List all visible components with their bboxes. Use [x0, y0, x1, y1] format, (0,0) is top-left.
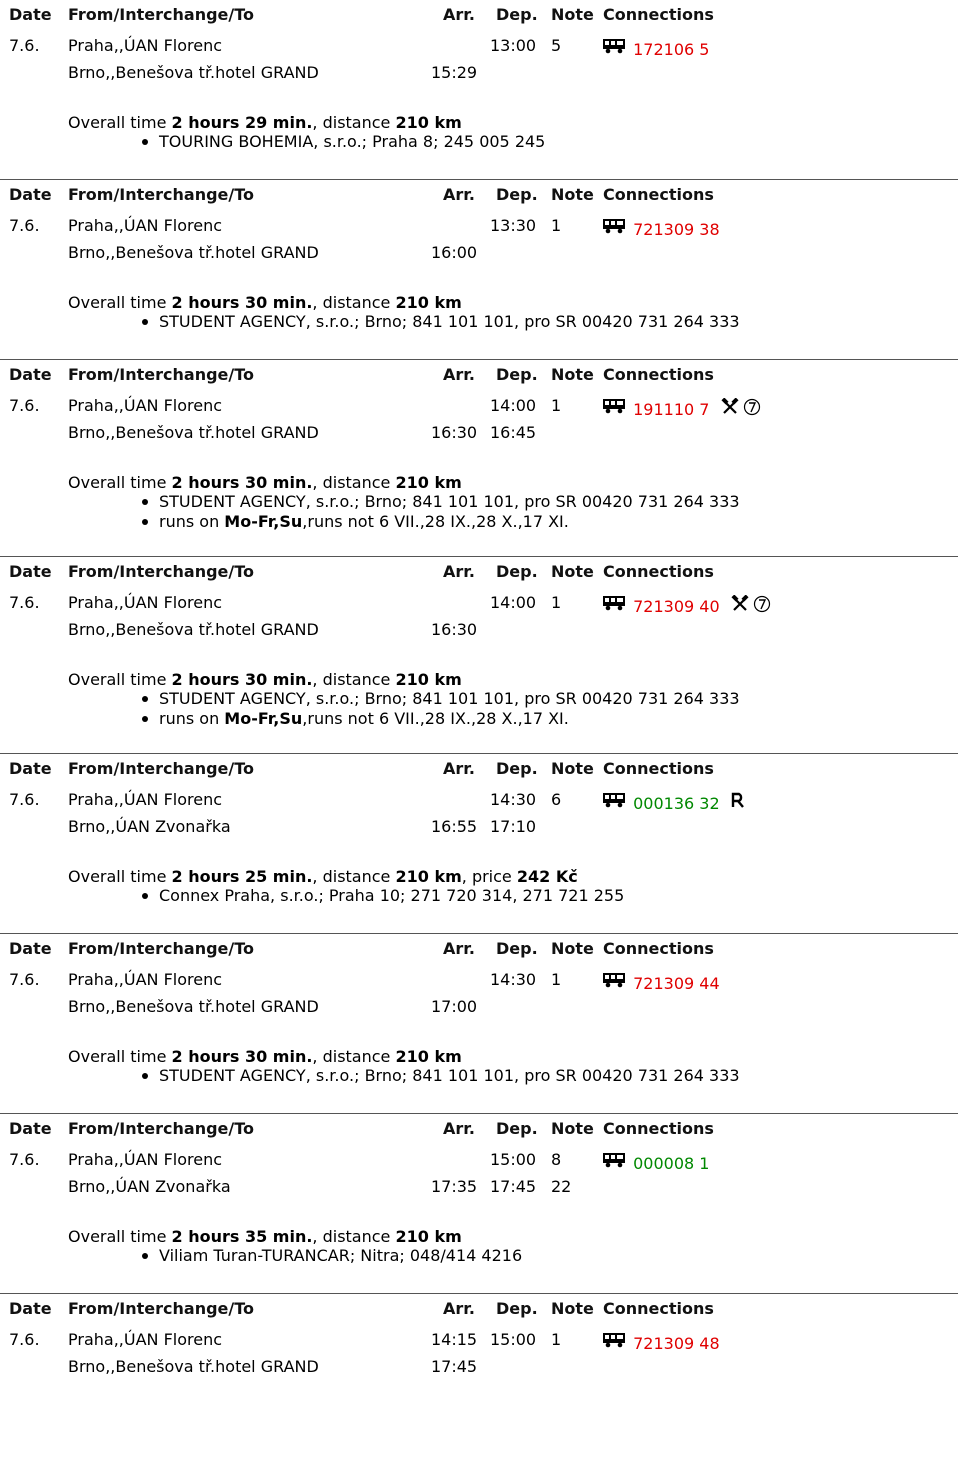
- from-arrival: 14:15: [431, 1330, 478, 1349]
- header-dep: Dep.: [496, 365, 538, 384]
- from-stop[interactable]: Praha,,ÚAN Florenc: [68, 790, 223, 809]
- overall-time: 2 hours 30 min.: [171, 1047, 313, 1066]
- header-dep: Dep.: [496, 939, 538, 958]
- runs-not-dates: ,runs not 6 VII.,28 IX.,28 X.,17 XI.: [302, 512, 569, 531]
- bus-icon: [603, 1332, 625, 1348]
- overall-summary: [68, 473, 462, 492]
- operator-info: TOURING BOHEMIA, s.r.o.; Praha 8; 245 005 245: [159, 132, 546, 151]
- distance-value: 210 km: [395, 473, 462, 492]
- connection-cell: [603, 594, 775, 616]
- from-departure: 13:30: [490, 216, 537, 235]
- to-stop[interactable]: Brno,,Benešova tř.hotel GRAND: [68, 423, 319, 442]
- distance-label: , distance: [312, 293, 396, 312]
- overall-time: 2 hours 25 min.: [171, 867, 313, 886]
- bus-icon: [603, 792, 625, 808]
- distance-label: , distance: [312, 113, 396, 132]
- distance-value: 210 km: [395, 867, 462, 886]
- from-note: 1: [551, 970, 562, 989]
- bus-icon: [603, 398, 625, 414]
- runs-on-days: Mo-Fr: [224, 709, 274, 728]
- runs-on-sunday: ,Su: [273, 709, 303, 728]
- runs-not-dates: ,runs not 6 VII.,28 IX.,28 X.,17 XI.: [302, 709, 569, 728]
- header-note: Note: [551, 939, 594, 958]
- from-note: 1: [551, 593, 562, 612]
- operator-info: STUDENT AGENCY, s.r.o.; Brno; 841 101 101, pro SR 00420 731 264 333: [159, 312, 740, 331]
- operator-info: Connex Praha, s.r.o.; Praha 10; 271 720 314, 271 721 255: [159, 886, 625, 905]
- line-number-link[interactable]: 721309 44: [633, 974, 720, 993]
- circled-seven-icon: [743, 398, 761, 417]
- bus-icon: [603, 218, 625, 234]
- header-dep: Dep.: [496, 1299, 538, 1318]
- from-stop[interactable]: Praha,,ÚAN Florenc: [68, 1330, 223, 1349]
- runs-on-label: runs on: [159, 709, 225, 728]
- header-connections: Connections: [603, 1119, 714, 1138]
- distance-value: 210 km: [395, 1227, 462, 1246]
- distance-value: 210 km: [395, 113, 462, 132]
- to-stop[interactable]: Brno,,ÚAN Zvonařka: [68, 817, 231, 836]
- header-note: Note: [551, 5, 594, 24]
- header-connections: Connections: [603, 759, 714, 778]
- hammers-icon: [731, 595, 749, 614]
- to-stop[interactable]: Brno,,ÚAN Zvonařka: [68, 1177, 231, 1196]
- table-header: [0, 180, 960, 210]
- header-dep: Dep.: [496, 5, 538, 24]
- overall-time: 2 hours 30 min.: [171, 670, 313, 689]
- connection-cell: [603, 1151, 721, 1173]
- table-header: [0, 754, 960, 784]
- connection-block: [0, 934, 960, 1114]
- header-date: Date: [9, 365, 52, 384]
- distance-label: , distance: [312, 1227, 396, 1246]
- from-stop[interactable]: Praha,,ÚAN Florenc: [68, 36, 223, 55]
- runs-on-sunday: ,Su: [273, 512, 303, 531]
- header-note: Note: [551, 759, 594, 778]
- distance-label: , distance: [312, 473, 396, 492]
- from-stop[interactable]: Praha,,ÚAN Florenc: [68, 396, 223, 415]
- overall-label: Overall time: [68, 670, 172, 689]
- to-departure: 16:45: [490, 423, 537, 442]
- overall-time: 2 hours 30 min.: [171, 293, 313, 312]
- operator-info: STUDENT AGENCY, s.r.o.; Brno; 841 101 101, pro SR 00420 731 264 333: [159, 1066, 740, 1085]
- overall-time: 2 hours 30 min.: [171, 473, 313, 492]
- header-date: Date: [9, 185, 52, 204]
- connection-block: [0, 0, 960, 180]
- line-number-link[interactable]: 172106 5: [633, 40, 710, 59]
- info-list: [159, 313, 740, 333]
- line-number-link[interactable]: 721309 38: [633, 220, 720, 239]
- connection-cell: [603, 791, 749, 813]
- from-departure: 14:00: [490, 396, 537, 415]
- from-note: 1: [551, 1330, 562, 1349]
- header-connections: Connections: [603, 365, 714, 384]
- overall-summary: [68, 867, 578, 886]
- to-arrival: 17:45: [431, 1357, 478, 1376]
- distance-value: 210 km: [395, 1047, 462, 1066]
- circled-seven-icon: [753, 595, 771, 614]
- overall-time: 2 hours 29 min.: [171, 113, 313, 132]
- to-arrival: 17:35: [431, 1177, 478, 1196]
- bus-icon: [603, 38, 625, 54]
- header-connections: Connections: [603, 939, 714, 958]
- overall-label: Overall time: [68, 1227, 172, 1246]
- to-stop[interactable]: Brno,,Benešova tř.hotel GRAND: [68, 63, 319, 82]
- to-stop[interactable]: Brno,,Benešova tř.hotel GRAND: [68, 1357, 319, 1376]
- from-departure: 15:00: [490, 1150, 537, 1169]
- trip-date: 7.6.: [9, 970, 40, 989]
- to-arrival: 16:30: [431, 423, 478, 442]
- connection-block: [0, 557, 960, 737]
- header-arr: Arr.: [443, 562, 475, 581]
- distance-value: 210 km: [395, 670, 462, 689]
- header-note: Note: [551, 365, 594, 384]
- from-stop[interactable]: Praha,,ÚAN Florenc: [68, 593, 223, 612]
- to-departure: 17:10: [490, 817, 537, 836]
- info-list: [159, 690, 740, 727]
- distance-label: , distance: [312, 670, 396, 689]
- header-date: Date: [9, 5, 52, 24]
- distance-label: , distance: [312, 1047, 396, 1066]
- from-note: 5: [551, 36, 562, 55]
- header-connections: Connections: [603, 5, 714, 24]
- line-number-link[interactable]: 721309 48: [633, 1334, 720, 1353]
- runs-on-label: runs on: [159, 512, 225, 531]
- connection-block: [0, 1114, 960, 1294]
- connection-block: [0, 360, 960, 540]
- to-arrival: 17:00: [431, 997, 478, 1016]
- connection-cell: [603, 397, 765, 419]
- line-number-link[interactable]: 721309 40: [633, 597, 720, 616]
- header-date: Date: [9, 759, 52, 778]
- runs-on-days: Mo-Fr: [224, 512, 274, 531]
- from-stop[interactable]: Praha,,ÚAN Florenc: [68, 970, 223, 989]
- table-header: [0, 360, 960, 390]
- from-departure: 14:30: [490, 970, 537, 989]
- header-connections: Connections: [603, 1299, 714, 1318]
- header-note: Note: [551, 185, 594, 204]
- header-dep: Dep.: [496, 1119, 538, 1138]
- header-date: Date: [9, 1119, 52, 1138]
- distance-label: , distance: [312, 867, 396, 886]
- price-part: [462, 867, 578, 886]
- overall-label: Overall time: [68, 867, 172, 886]
- bus-icon: [603, 972, 625, 988]
- overall-label: Overall time: [68, 473, 172, 492]
- header-dep: Dep.: [496, 562, 538, 581]
- header-from: From/Interchange/To: [68, 365, 255, 384]
- from-note: 6: [551, 790, 562, 809]
- header-from: From/Interchange/To: [68, 1299, 255, 1318]
- from-note: 1: [551, 216, 562, 235]
- connection-block: [0, 754, 960, 934]
- from-departure: 15:00: [490, 1330, 537, 1349]
- overall-label: Overall time: [68, 1047, 172, 1066]
- from-stop[interactable]: Praha,,ÚAN Florenc: [68, 1150, 223, 1169]
- header-arr: Arr.: [443, 365, 475, 384]
- to-note: 22: [551, 1177, 572, 1196]
- runs-on-info: [159, 710, 740, 727]
- header-arr: Arr.: [443, 1299, 475, 1318]
- note-icons: [731, 792, 749, 811]
- price-value: 242 Kč: [516, 867, 578, 886]
- overall-summary: [68, 670, 462, 689]
- operator-info: STUDENT AGENCY, s.r.o.; Brno; 841 101 101, pro SR 00420 731 264 333: [159, 689, 740, 708]
- header-from: From/Interchange/To: [68, 1119, 255, 1138]
- trip-date: 7.6.: [9, 1330, 40, 1349]
- header-date: Date: [9, 562, 52, 581]
- header-date: Date: [9, 939, 52, 958]
- info-list: [159, 1247, 522, 1267]
- to-stop[interactable]: Brno,,Benešova tř.hotel GRAND: [68, 620, 319, 639]
- header-from: From/Interchange/To: [68, 5, 255, 24]
- header-connections: Connections: [603, 185, 714, 204]
- bus-icon: [603, 1152, 625, 1168]
- header-connections: Connections: [603, 562, 714, 581]
- header-date: Date: [9, 1299, 52, 1318]
- overall-label: Overall time: [68, 113, 172, 132]
- runs-on-info: [159, 513, 740, 530]
- table-header: [0, 1114, 960, 1144]
- connection-cell: [603, 37, 721, 59]
- to-arrival: 16:55: [431, 817, 478, 836]
- connection-cell: [603, 971, 731, 993]
- trip-date: 7.6.: [9, 396, 40, 415]
- header-dep: Dep.: [496, 185, 538, 204]
- overall-summary: [68, 1047, 462, 1066]
- trip-date: 7.6.: [9, 216, 40, 235]
- hammers-icon: [721, 398, 739, 417]
- header-from: From/Interchange/To: [68, 939, 255, 958]
- reservation-r-icon: [731, 792, 745, 811]
- overall-summary: [68, 113, 462, 132]
- trip-date: 7.6.: [9, 593, 40, 612]
- info-list: [159, 133, 545, 153]
- overall-summary: [68, 293, 462, 312]
- to-departure: 17:45: [490, 1177, 537, 1196]
- header-arr: Arr.: [443, 185, 475, 204]
- to-stop[interactable]: Brno,,Benešova tř.hotel GRAND: [68, 997, 319, 1016]
- note-icons: [731, 595, 775, 614]
- from-departure: 14:00: [490, 593, 537, 612]
- distance-value: 210 km: [395, 293, 462, 312]
- trip-date: 7.6.: [9, 790, 40, 809]
- operator-info: STUDENT AGENCY, s.r.o.; Brno; 841 101 101, pro SR 00420 731 264 333: [159, 492, 740, 511]
- header-from: From/Interchange/To: [68, 562, 255, 581]
- line-number-link[interactable]: 000136 32: [633, 794, 720, 813]
- table-header: [0, 0, 960, 30]
- info-list: [159, 887, 624, 907]
- price-label: , price: [461, 867, 517, 886]
- connection-block: [0, 1294, 960, 1474]
- operator-info: Viliam Turan-TURANCAR; Nitra; 048/414 4216: [159, 1246, 523, 1265]
- note-icons: [721, 398, 765, 417]
- from-stop[interactable]: Praha,,ÚAN Florenc: [68, 216, 223, 235]
- trip-date: 7.6.: [9, 36, 40, 55]
- header-arr: Arr.: [443, 759, 475, 778]
- bus-icon: [603, 595, 625, 611]
- info-list: [159, 1067, 740, 1087]
- header-note: Note: [551, 562, 594, 581]
- table-header: [0, 934, 960, 964]
- header-from: From/Interchange/To: [68, 759, 255, 778]
- to-arrival: 16:00: [431, 243, 478, 262]
- from-departure: 13:00: [490, 36, 537, 55]
- from-note: 1: [551, 396, 562, 415]
- from-departure: 14:30: [490, 790, 537, 809]
- connection-cell: [603, 1331, 731, 1353]
- to-arrival: 15:29: [431, 63, 478, 82]
- header-dep: Dep.: [496, 759, 538, 778]
- overall-time: 2 hours 35 min.: [171, 1227, 313, 1246]
- table-header: [0, 557, 960, 587]
- line-number-link[interactable]: 000008 1: [633, 1154, 710, 1173]
- header-note: Note: [551, 1119, 594, 1138]
- header-arr: Arr.: [443, 939, 475, 958]
- header-from: From/Interchange/To: [68, 185, 255, 204]
- from-note: 8: [551, 1150, 562, 1169]
- info-list: [159, 493, 740, 530]
- header-arr: Arr.: [443, 5, 475, 24]
- overall-label: Overall time: [68, 293, 172, 312]
- table-header: [0, 1294, 960, 1324]
- header-note: Note: [551, 1299, 594, 1318]
- overall-summary: [68, 1227, 462, 1246]
- trip-date: 7.6.: [9, 1150, 40, 1169]
- to-stop[interactable]: Brno,,Benešova tř.hotel GRAND: [68, 243, 319, 262]
- to-arrival: 16:30: [431, 620, 478, 639]
- line-number-link[interactable]: 191110 7: [633, 400, 710, 419]
- header-arr: Arr.: [443, 1119, 475, 1138]
- connection-block: [0, 180, 960, 360]
- connection-cell: [603, 217, 731, 239]
